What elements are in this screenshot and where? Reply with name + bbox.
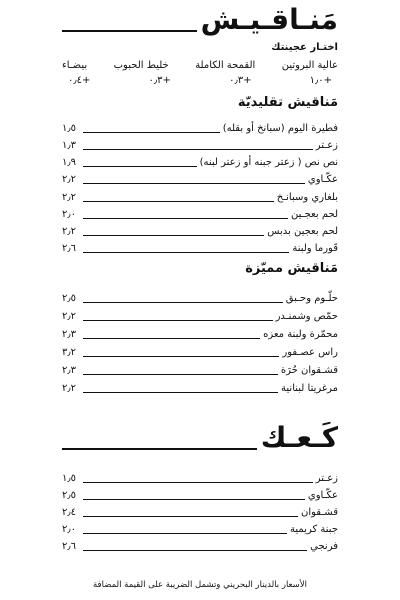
item-name: نص نص ( زعتر جبنه أو زعتر لبنه) [199,157,338,168]
leader-line [83,132,220,133]
leader-line [83,183,305,184]
menu-item [62,223,338,237]
menu-item [62,154,338,168]
leader-line [83,235,264,236]
leader-line [83,533,287,534]
item-name: عكّـاوي [307,174,338,185]
item-name: عكّـاوي [307,490,338,501]
dough-option-price: +٠٫٣ [148,75,171,86]
leader-line [83,201,274,202]
leader-line [83,550,307,551]
menu-item [62,521,338,535]
menu-item [62,504,338,518]
dough-option-name: بيضـاء [62,60,88,71]
leader-line [83,499,305,500]
dough-options-prices [62,75,338,86]
manakish-title: مَنـاقـيـش [200,3,338,36]
menu-item [62,137,338,151]
item-name: راس عصـفور [282,347,338,358]
menu-item [62,470,338,484]
item-name: مرغريتا لبنانية [281,383,338,394]
menu-item [62,308,338,322]
item-price: ٢٫٣ [62,329,76,340]
dough-options-names [62,60,338,71]
dough-option-name: القمحة الكاملة [195,60,256,71]
menu-item [62,290,338,304]
item-price: ٢٫٢ [62,311,76,322]
item-name: فرنجي [310,541,338,552]
leader-line [83,482,313,483]
leader-line [83,149,313,150]
leader-line [83,166,197,167]
menu-item [62,171,338,185]
menu-item [62,240,338,254]
dough-choice-label: اختـار عجينتك [271,42,338,53]
item-name: لحم بعجين بدبس [267,226,338,237]
leader-line [83,392,278,393]
dough-option-name: عالية البروتين [281,60,338,71]
menu-item [62,326,338,340]
title-rule [62,448,257,450]
item-name: بلغاري وسبانـخ [276,192,338,203]
leader-line [83,218,288,219]
item-name: قشـقوان حُرَة [280,365,338,376]
item-price: ١٫٥ [62,473,76,484]
menu-item [62,538,338,552]
traditional-section-title: مَناقيش تقليديّة [237,95,338,110]
item-name: زعـتر [315,140,338,151]
kaak-header [62,421,338,454]
leader-line [83,338,260,339]
leader-line [83,356,279,357]
menu-item [62,344,338,358]
item-price: ٢٫٤ [62,507,76,518]
item-name: قشـقوان [301,507,338,518]
item-price: ٢٫٥ [62,490,76,501]
dough-option-name: خليط الحبوب [113,60,169,71]
dough-option-price: +٠٫٤ [68,75,91,86]
item-price: ١٫٣ [62,140,76,151]
item-price: ٢٫٦ [62,243,76,254]
menu-item [62,206,338,220]
item-price: ٢٫٢ [62,383,76,394]
menu-item [62,189,338,203]
item-name: لحم بعجـين [291,209,338,220]
item-name: حلّـوم وحـبق [285,293,338,304]
price-footnote: الأسعار بالدينار البحريني وتشمل الضريبة على القيمة المضافة [93,580,307,590]
item-price: ٢٫٢ [62,192,76,203]
item-price: ٢٫٢ [62,174,76,185]
leader-line [83,374,278,375]
dough-option-price: +٠٫٣ [229,75,252,86]
item-name: فطيرة اليوم (سبانخ أو بقله) [222,123,338,134]
item-name: قَورما ولبنة [292,243,338,254]
item-name: زعـتر [315,473,338,484]
leader-line [83,320,273,321]
leader-line [83,516,298,517]
item-price: ٣٫٢ [62,347,76,358]
special-section-title: مَناقيش مميّزة [245,261,338,276]
item-price: ٢٫٠ [62,209,76,220]
manakish-header [62,3,338,36]
item-name: جبنة كريمية [290,524,338,535]
menu-item [62,120,338,134]
item-price: ٢٫٥ [62,293,76,304]
leader-line [83,252,289,253]
item-price: ٢٫٠ [62,524,76,535]
item-price: ٢٫٣ [62,365,76,376]
item-price: ٢٫٦ [62,541,76,552]
dough-option-price: +١٫٠ [309,75,332,86]
menu-item [62,380,338,394]
item-name: حمّص وشمنـدر [275,311,338,322]
item-name: محمّرة ولبنة معزه [263,329,338,340]
item-price: ١٫٥ [62,123,76,134]
kaak-title: كَـعـك [260,421,338,454]
item-price: ١٫٩ [62,157,76,168]
menu-item [62,487,338,501]
menu-item [62,362,338,376]
leader-line [83,302,283,303]
title-rule [62,30,197,32]
item-price: ٢٫٢ [62,226,76,237]
